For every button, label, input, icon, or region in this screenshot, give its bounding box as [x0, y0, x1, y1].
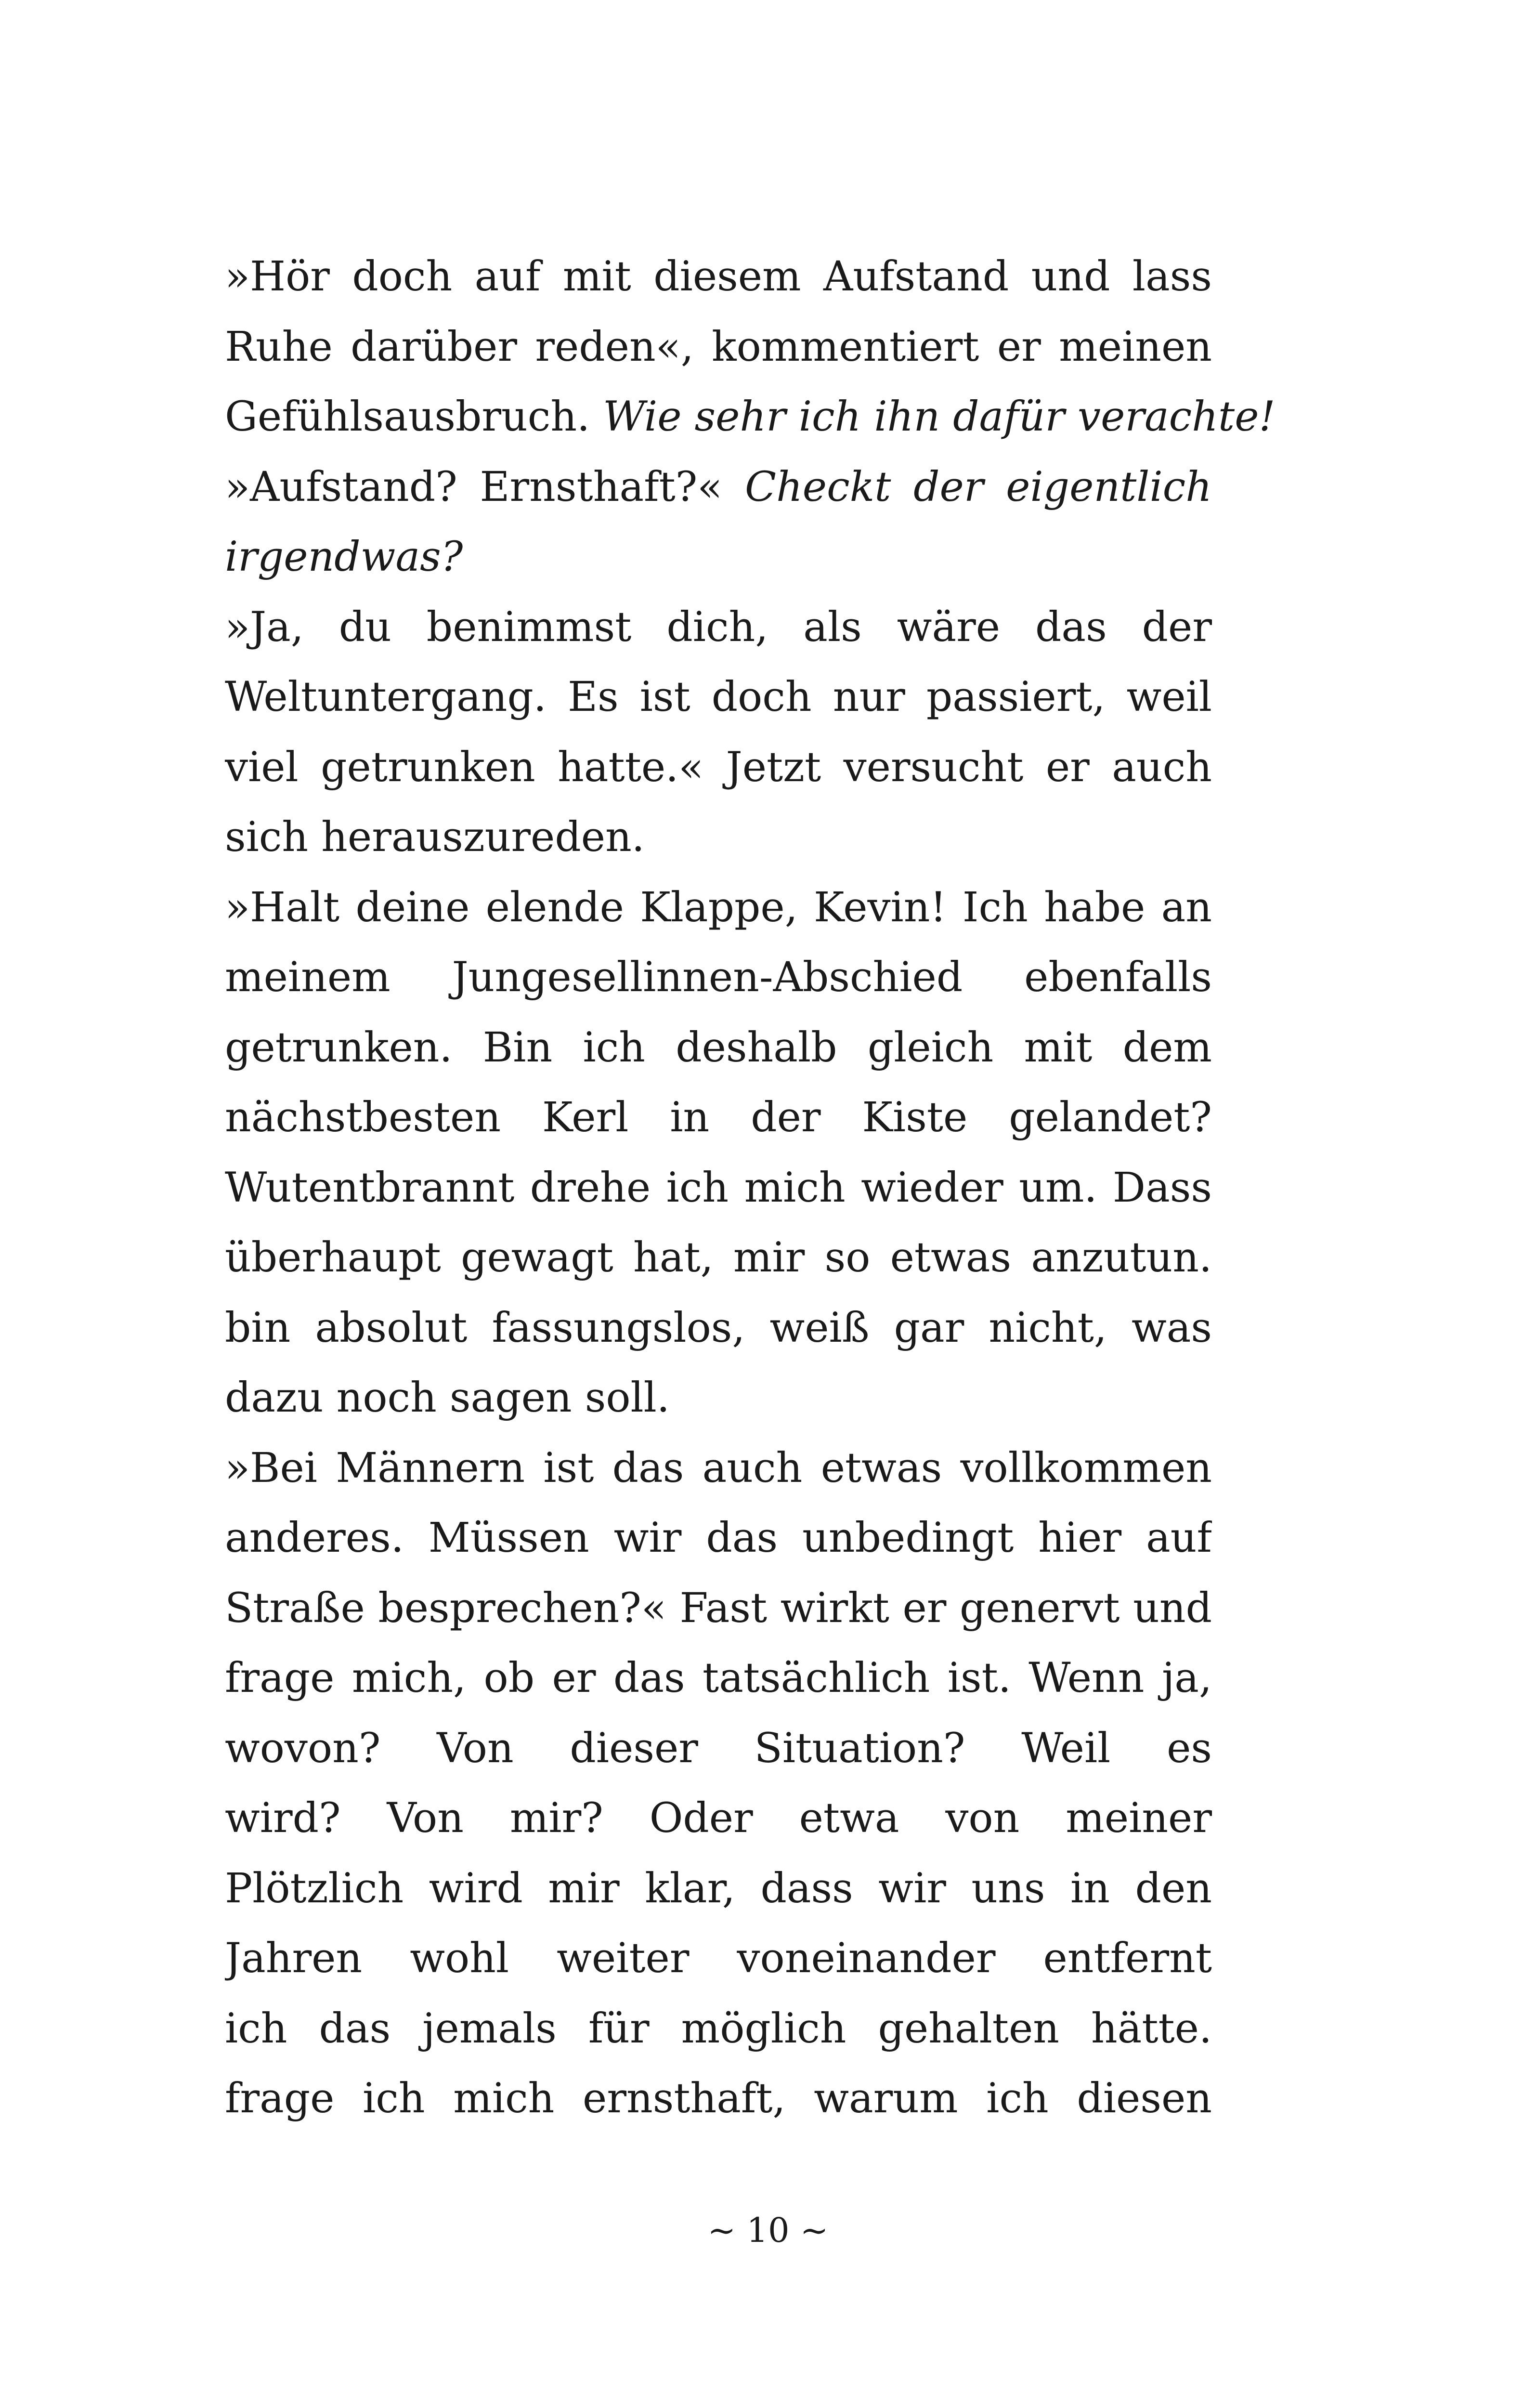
text-line [225, 1573, 1212, 1644]
text-line [225, 873, 1212, 943]
text-line-italic: Wie sehr ich ihn dafür verachte! [603, 393, 1276, 441]
text-line-regular: frage mich, ob er das tatsächlich ist. Wenn ja, [225, 1654, 1212, 1702]
text-line-regular: überhaupt gewagt hat, mir so etwas anzutun. [225, 1234, 1212, 1282]
text-line [225, 1924, 1212, 1994]
text-line [225, 942, 1212, 1013]
text-line [225, 1503, 1212, 1573]
text-line-regular: Wutentbrannt drehe ich mich wieder um. Dass [225, 1164, 1212, 1212]
text-line [225, 1854, 1212, 1924]
text-line [225, 1363, 1212, 1433]
text-line-regular: meinem Jungesellinnen-Abschied ebenfalls [225, 954, 1212, 1001]
text-line-regular: Jahren wohl weiter voneinander entfernt [225, 1935, 1212, 1982]
text-line-regular: dazu noch sagen soll. [225, 1374, 670, 1422]
text-line [225, 1153, 1212, 1223]
text-line-regular: frage ich mich ernsthaft, warum ich diesen [225, 2075, 1212, 2122]
text-line [225, 802, 1212, 873]
page-number: ~ 10 ~ [707, 2211, 829, 2250]
text-line [225, 1994, 1212, 2064]
text-line-regular: »Halt deine elende Klappe, Kevin! Ich habe an [225, 883, 1212, 931]
text-line [225, 1643, 1212, 1714]
text-line-regular: Plötzlich wird mir klar, dass wir uns in den [225, 1864, 1212, 1912]
text-line-regular: anderes. Müssen wir das unbedingt hier auf [225, 1514, 1212, 1562]
text-line-regular: viel getrunken hatte.« Jetzt versucht er auch [225, 743, 1212, 791]
text-line-regular: Weltuntergang. Es ist doch nur passiert, weil [225, 673, 1212, 721]
text-line [225, 733, 1212, 803]
text-line-regular: ich das jemals für möglich gehalten hätte. [225, 2004, 1212, 2053]
text-line-regular: Gefühlsausbruch. [225, 393, 603, 441]
text-line [225, 452, 1212, 523]
text-line-italic: irgendwas? [225, 533, 463, 581]
text-line [225, 1783, 1212, 1854]
text-line [225, 662, 1212, 733]
text-line-regular: wovon? Von dieser Situation? Weil es [225, 1724, 1212, 1772]
text-line-regular: »Hör doch auf mit diesem Aufstand und lass [225, 253, 1212, 301]
text-line-regular: sich herauszureden. [225, 813, 645, 861]
text-line-regular: »Ja, du benimmst dich, als wäre das der [225, 603, 1212, 651]
text-line [225, 1714, 1212, 1784]
text-line-regular: getrunken. Bin ich deshalb gleich mit dem [225, 1023, 1212, 1072]
text-line-regular: Ruhe darüber reden«, kommentiert er meinen [225, 323, 1212, 371]
text-line-italic: Checkt der eigentlich [745, 463, 1212, 511]
text-line-regular: »Aufstand? Ernsthaft?« [225, 463, 745, 511]
text-line [225, 382, 1276, 452]
text-line [225, 312, 1212, 382]
text-line [225, 1083, 1212, 1153]
text-line [225, 1223, 1212, 1293]
text-line-regular: wird? Von mir? Oder etwa von meiner [225, 1794, 1212, 1842]
text-line [225, 1293, 1212, 1363]
text-line [225, 592, 1212, 663]
text-line [225, 1013, 1212, 1083]
text-line [225, 2064, 1212, 2134]
text-line-regular: »Bei Männern ist das auch etwas vollkommen [225, 1444, 1212, 1492]
text-line [225, 1433, 1212, 1504]
body-text [225, 242, 1276, 2134]
text-line-regular: nächstbesten Kerl in der Kiste gelandet? [225, 1094, 1212, 1141]
text-line [225, 522, 1212, 592]
text-line-regular: Straße besprechen?« Fast wirkt er genervt und [225, 1584, 1212, 1632]
text-line-regular: bin absolut fassungslos, weiß gar nicht, was [225, 1304, 1212, 1352]
text-line [225, 242, 1212, 312]
